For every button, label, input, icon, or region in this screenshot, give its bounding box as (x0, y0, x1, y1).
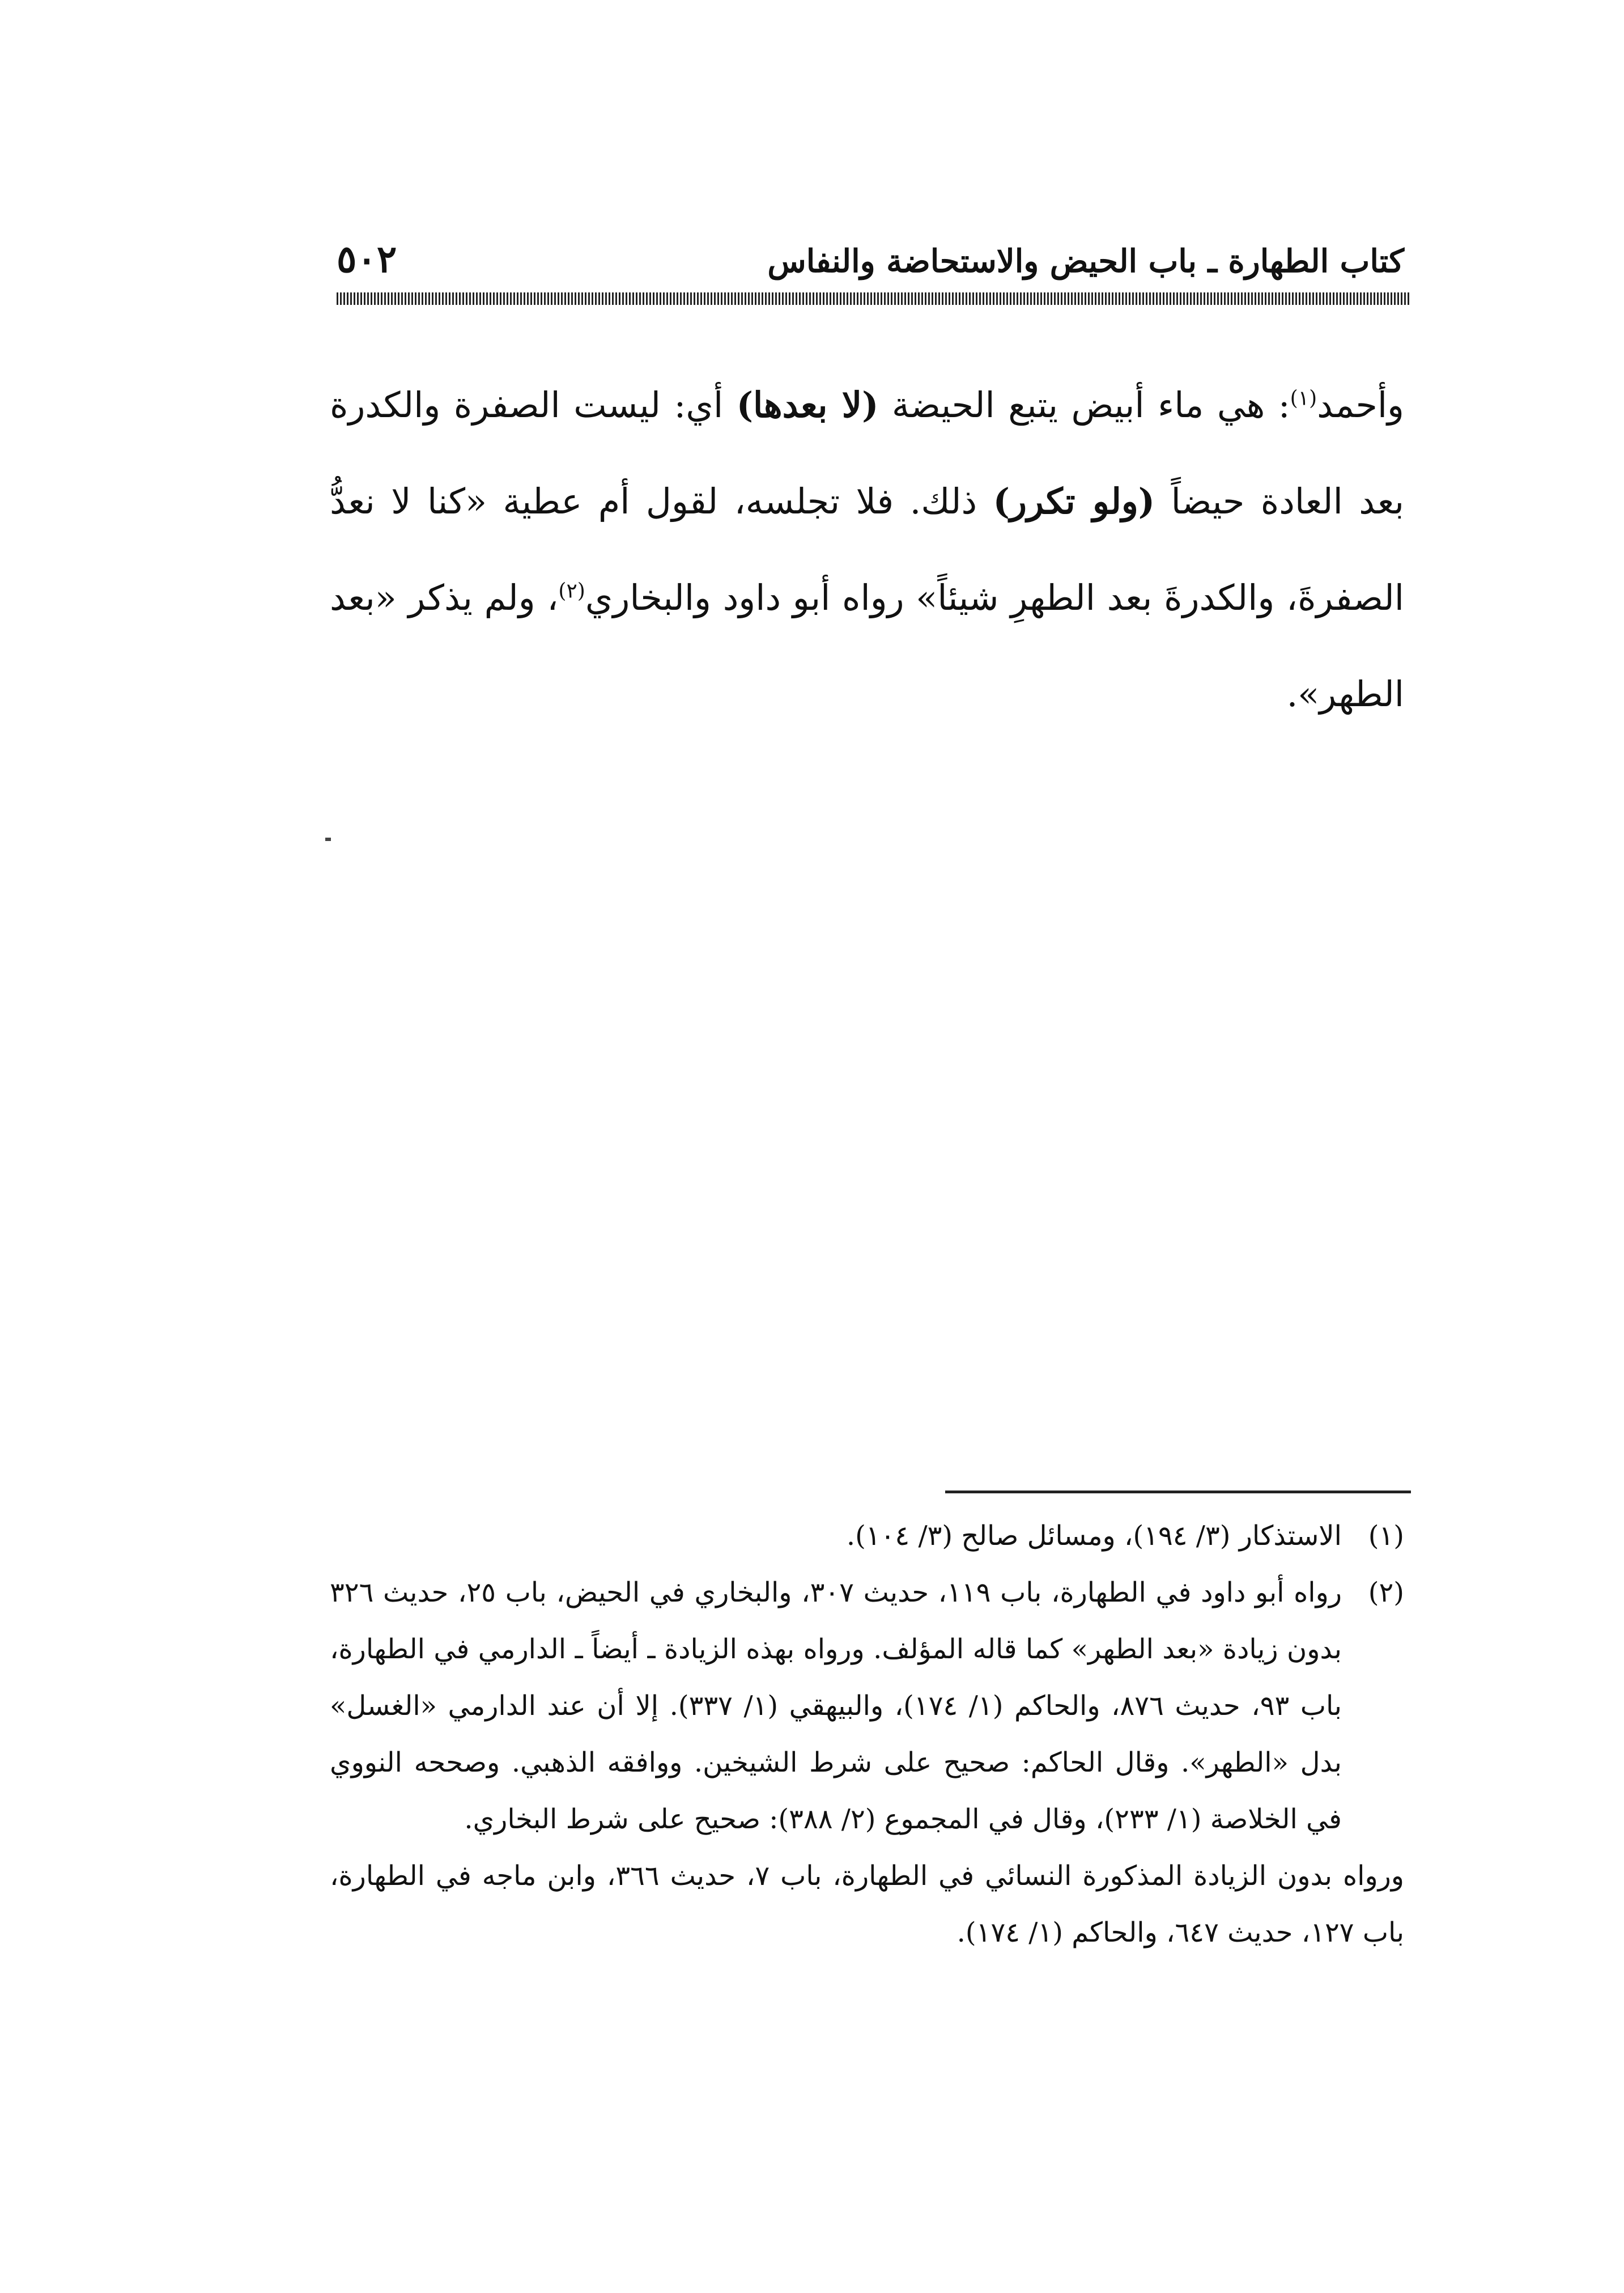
text-segment: : هي ماء أبيض يتبع الحيضة (878, 384, 1290, 426)
footnote-separator (945, 1491, 1411, 1493)
footnotes-section (330, 1508, 1404, 1961)
page-number: ٥٠٢ (337, 237, 397, 281)
bold-phrase: (لا بعدها) (736, 384, 879, 426)
text-segment: وأحمد (1317, 384, 1404, 426)
footnote-text: الاستذكار (٣/ ١٩٤)، ومسائل صالح (٣/ ١٠٤). (846, 1520, 1342, 1552)
footnote-ref-1: (١) (1290, 387, 1317, 410)
footnote-text: رواه أبو داود في الطهارة، باب ١١٩، حديث ٣٠٧، والبخاري في الحيض، باب ٢٥، حديث ٣٢٦ بدون زيادة «بعد الطهر» كما قاله المؤلف. ورواه بهذه الزيادة ـ أيضاً ـ الدارمي في الطهارة، باب ٩٣، حديث ٨٧٦، والحاكم (١/ ١٧٤)، والبيهقي (١/ ٣٣٧). إلا أن عند الدارمي «الغسل» بدل «الطهر». وقال الحاكم: صحيح على شرط الشيخين. ووافقه الذهبي. وصححه النووي في الخلاصة (١/ ٢٣٣)، وقال في المجموع (٢/ ٣٨٨): صحيح على شرط البخاري. (330, 1577, 1342, 1835)
text-segment: ذلك. فلا تجلسه، لقول أم عطية «كنا لا نعدُّ الصفرةَ، والكدرةَ بعد الطهرِ شيئاً» رواه أبو داود والبخاري (330, 481, 1405, 618)
footnote-number: (١) (1368, 1520, 1404, 1552)
text-segment: ، ولم يذكر «بعد الطهر». (330, 577, 1404, 715)
running-header-title: كتاب الطهارة ـ باب الحيض والاستحاضة والنفاس (767, 243, 1404, 280)
footnote-number: (٢) (1368, 1577, 1404, 1608)
scan-speck (325, 838, 331, 841)
header-divider (337, 292, 1411, 305)
text-segment: أي: ليست الصفرة والكدرة بعد العادة حيضاً (330, 384, 1404, 522)
bold-phrase: (ولو تكرر) (993, 481, 1155, 522)
main-paragraph (330, 357, 1404, 742)
footnote-2 (330, 1564, 1404, 1848)
footnote-1 (330, 1508, 1404, 1564)
footnote-2-continuation: ورواه بدون الزيادة المذكورة النسائي في الطهارة، باب ٧، حديث ٣٦٦، وابن ماجه في الطهارة، باب ١٢٧، حديث ٦٤٧، والحاكم (١/ ١٧٤). (330, 1860, 1404, 1948)
footnote-ref-2: (٢) (558, 579, 585, 603)
